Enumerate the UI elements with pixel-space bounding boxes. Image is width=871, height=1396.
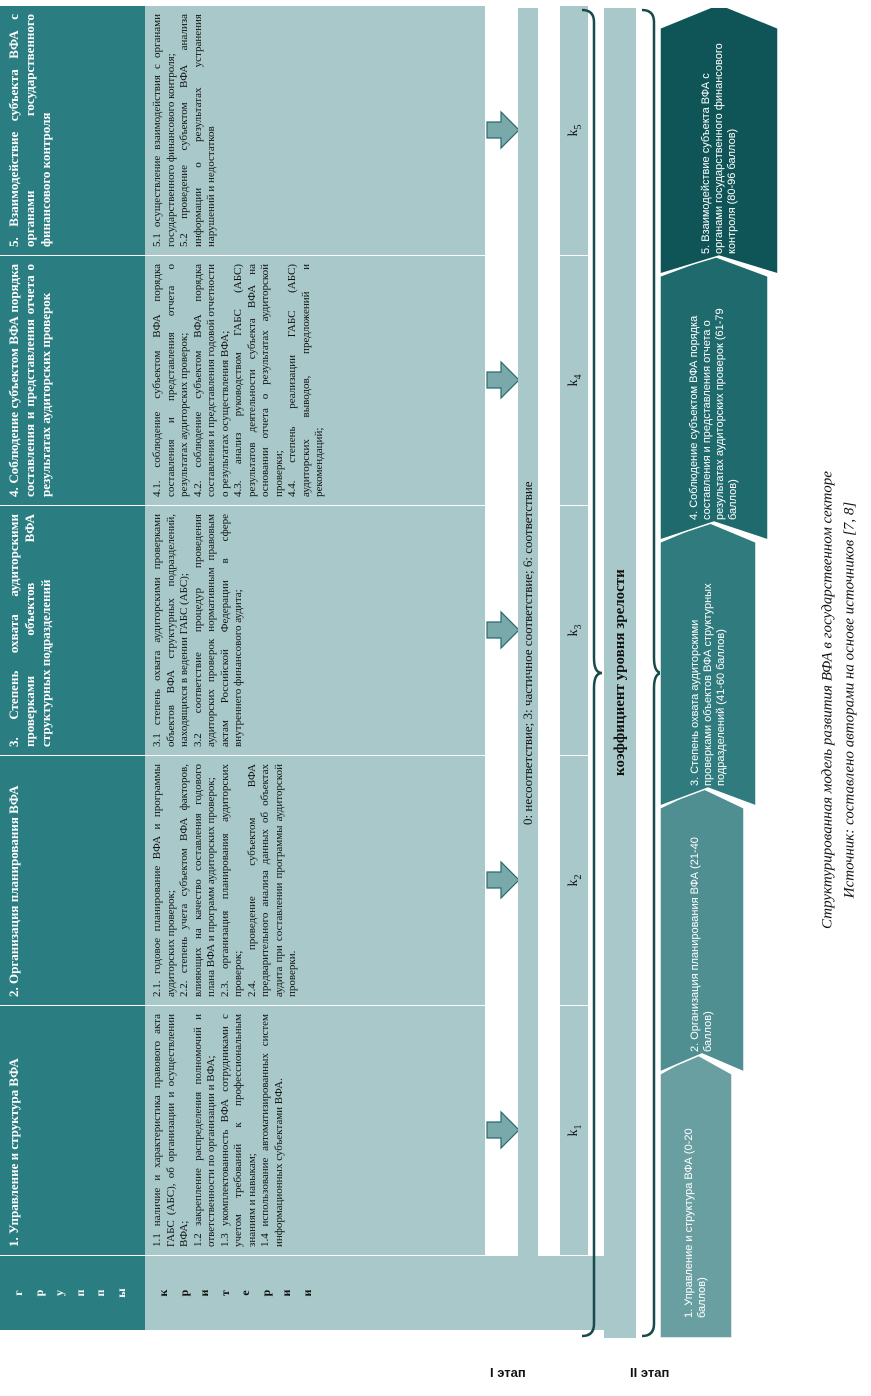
k-letter: k [566, 379, 581, 387]
k-subscript: 3 [572, 624, 584, 630]
down-arrow-icon [485, 110, 521, 150]
k-letter: k [566, 129, 581, 137]
group-letter: ы [113, 1288, 128, 1298]
criteria-letter: и [299, 1289, 314, 1297]
k-letter: k [566, 629, 581, 637]
k-subscript: 2 [572, 874, 584, 880]
group-letter: п [93, 1289, 107, 1297]
column-header-1: 1. Управление и структура ВФА [0, 1005, 145, 1255]
criteria-letter: и [197, 1289, 211, 1297]
brace-stage1 [580, 8, 604, 1338]
k-letter: k [566, 879, 581, 887]
criteria-letter: т [217, 1290, 232, 1296]
group-label [0, 1255, 145, 1330]
down-arrow-icon [485, 1110, 521, 1150]
criteria-cell-1: 1.1 наличие и характеристика правового акта ГАБС (АБС), об организации и осуществлении ВФА; 1.2 закрепление распределения полномочий и ответственности по организации и ВФА; 1.3 укомплектованность ВФА сотрудниками с учетом требований к профессиональным знаниям и навыкам; 1.4 использование автоматизированных систем информационных субъектами ВФА. [145, 1005, 485, 1255]
down-arrow-icon [485, 860, 521, 900]
column-header-4: 4. Соблюдение субъектом ВФА порядка составления и представления отчета о результатах аудиторских проверок [0, 255, 145, 505]
maturity-level-label-5: 5. Взаимодействие субъекта ВФА с органами государственного финансового контроля (80-96 баллов) [699, 43, 738, 254]
criteria-cell-5: 5.1 осуществление взаимодействия с органами государственного финансового контроля; 5.2 проведение субъектом ВФА анализа информации о результатах устранения нарушений и недостатков [145, 5, 485, 255]
down-arrow-icon [485, 360, 521, 400]
k-subscript: 4 [572, 374, 584, 380]
maturity-levels-chevrons [660, 8, 780, 1338]
stage1-label: I этап [490, 1365, 526, 1380]
stage2-label: II этап [630, 1365, 670, 1380]
group-letter: г [11, 1290, 25, 1296]
criteria-letter: и [279, 1289, 293, 1297]
maturity-level-label-4: 4. Соблюдение субъектом ВФА порядка составления и представления отчета о результатах аудиторских проверок (61-79 баллов) [688, 308, 739, 520]
down-arrow-icon [485, 610, 521, 650]
column-header-2: 2. Организация планирования ВФА [0, 755, 145, 1005]
group-letter: у [52, 1290, 66, 1296]
caption-source: Источник: составлено авторами на основе источников [7, 8] [841, 501, 858, 899]
criteria-letter: к [156, 1289, 170, 1297]
criteria-letter: р [258, 1289, 273, 1297]
group-letter: п [72, 1289, 87, 1297]
maturity-level-label-3: 3. Степень охвата аудиторскими проверками объектов ВФА структурных подразделений (41-60 баллов) [688, 583, 727, 786]
column-header-5: 5. Взаимодействие субъекта ВФА с органами государственного финансового контроля [0, 5, 145, 255]
criteria-letter: е [238, 1290, 252, 1296]
column-header-3: 3. Степень охвата аудиторскими проверками объектов ВФА структурных подразделений [0, 505, 145, 755]
k-subscript: 5 [572, 124, 584, 130]
criteria-cell-2: 2.1. годовое планирование ВФА и программы аудиторских проверок; 2.2. степень учета субъектом ВФА факторов, влияющих на качество составления годового плана ВФА и программ аудиторских проверок; 2.3. организация планирования аудиторских проверок; 2.4. проведение субъектом ВФА предварительного анализа данных об объектах аудита при составлении программы аудиторской проверки. [145, 755, 485, 1005]
criteria-cell-3: 3.1 степень охвата аудиторскими проверками объектов ВФА структурных подразделений, находящихся в ведении ГАБС (АБС); 3.2 соответствие процедур проведения аудиторских проверок нормативным правовым актам Российской Федерации в сфере внутреннего финансового аудита; [145, 505, 485, 755]
scale-text: 0: несоответствие; 3: частичное соответствие; 6: соответствие [518, 8, 538, 1298]
group-letter: р [31, 1289, 46, 1297]
caption-title: Структурированная модель развития ВФА в государственном секторе [819, 471, 836, 929]
criteria-letter: р [176, 1289, 191, 1297]
k-letter: k [566, 1129, 581, 1137]
maturity-level-label-1: 1. Управление и структура ВФА (0-20 баллов) [683, 1128, 708, 1318]
maturity-level-label-2: 2. Организация планирования ВФА (21-40 баллов) [689, 837, 714, 1052]
maturity-coefficient-bar: коэффициент уровня зрелости [604, 8, 636, 1338]
criteria-cell-4: 4.1. соблюдение субъектом ВФА порядка составления и представления отчета о результатах аудиторских проверок; 4.2. соблюдение субъектом ВФА порядка составления и представления годовой отчетности о результатах осуществления ВФА; 4.3. анализ руководством ГАБС (АБС) результатов деятельности субъекта ВФА на основании отчета о результатах аудиторской проверки; 4.4. степень реализации ГАБС (АБС) аудиторских выводов, предложений и рекомендаций; [145, 255, 485, 505]
k-subscript: 1 [572, 1124, 584, 1130]
